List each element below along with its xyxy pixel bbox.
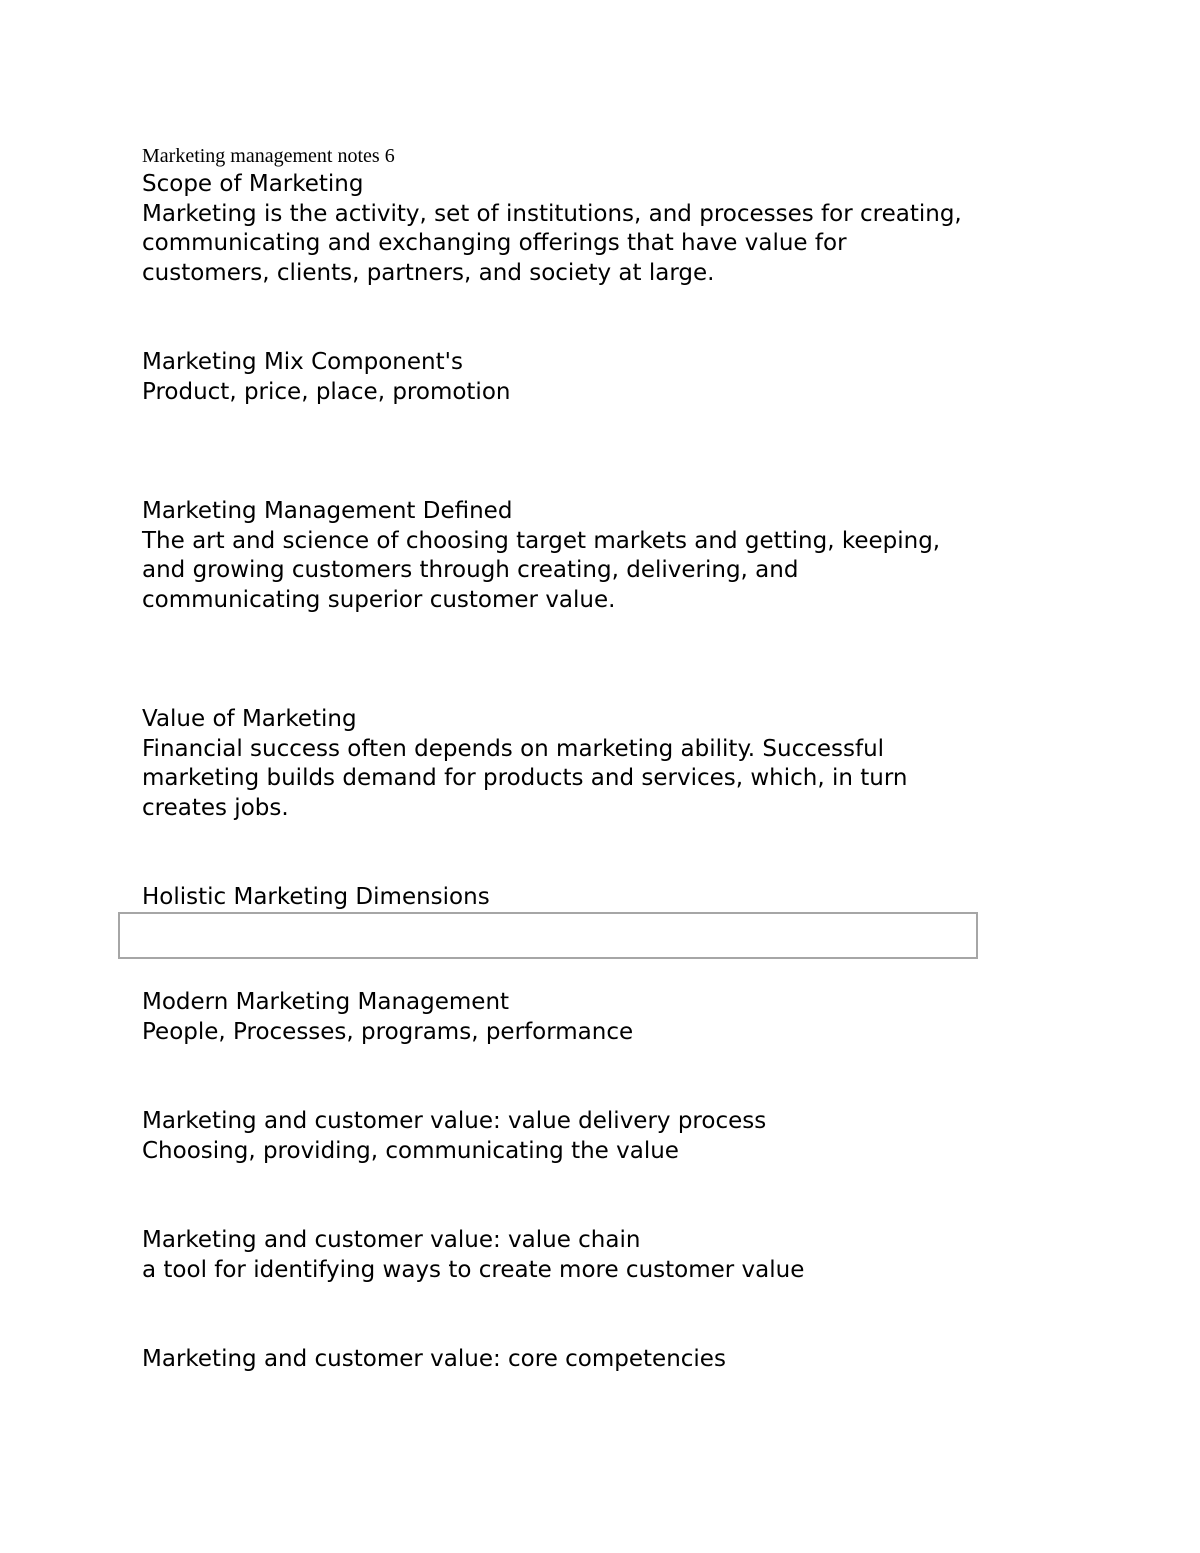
section-text-line: customers, clients, partners, and society at large. [142,260,715,287]
document-title: Marketing management notes 6 [142,145,395,167]
empty-content-box [118,912,978,959]
section-text-line: communicating superior customer value. [142,587,616,614]
section-text-line: Marketing is the activity, set of institutions, and processes for creating, [142,200,962,227]
section-text-line: communicating and exchanging offerings that have value for [142,230,847,257]
section-text-line: a tool for identifying ways to create more customer value [142,1256,805,1283]
section-marketing-mix [142,348,1142,407]
section-value-delivery-process [142,1107,1142,1166]
section-heading: Marketing Mix Component's [142,349,463,375]
section-text-line: Choosing, providing, communicating the value [142,1137,679,1164]
section-value-chain [142,1226,1142,1285]
section-marketing-management-defined [142,497,1142,616]
section-core-competencies [142,1345,1142,1375]
section-text-line: The art and science of choosing target markets and getting, keeping, [142,527,941,554]
section-heading: Marketing and customer value: value delivery process [142,1108,767,1134]
section-heading: Value of Marketing [142,706,357,732]
section-text-line: creates jobs. [142,795,289,822]
section-heading: Holistic Marketing Dimensions [142,884,490,910]
section-heading: Marketing and customer value: value chain [142,1227,641,1253]
section-scope-of-marketing [142,170,1142,289]
section-heading: Scope of Marketing [142,171,364,197]
section-modern-marketing-management [142,988,1142,1047]
section-text-line: People, Processes, programs, performance [142,1018,634,1045]
section-text-line: and growing customers through creating, delivering, and [142,557,799,584]
section-text-line: marketing builds demand for products and services, which, in turn [142,765,908,792]
section-holistic-marketing-dimensions [142,883,1142,913]
section-value-of-marketing [142,705,1142,824]
section-heading: Modern Marketing Management [142,989,510,1015]
section-heading: Marketing Management Defined [142,498,513,524]
section-text-line: Financial success often depends on marketing ability. Successful [142,735,885,762]
section-text-line: Product, price, place, promotion [142,378,511,405]
section-heading: Marketing and customer value: core competencies [142,1346,726,1372]
